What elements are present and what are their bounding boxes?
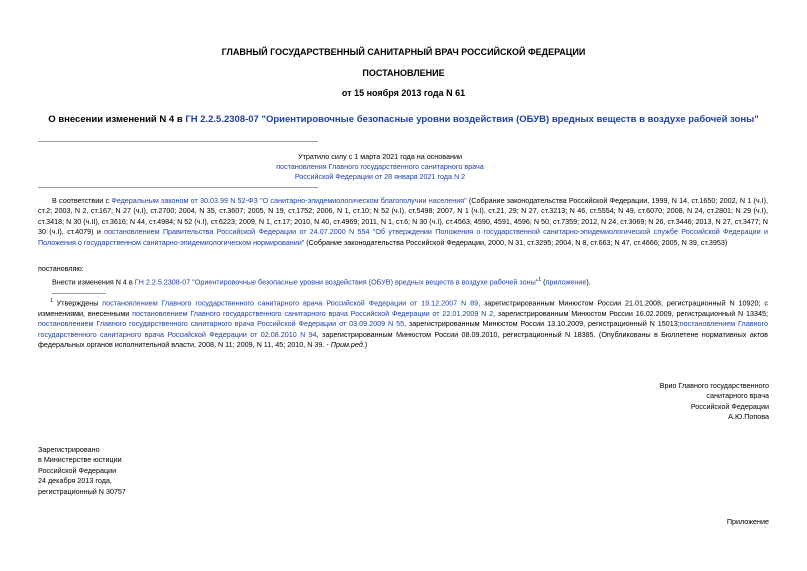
footnote-text-5: , зарегистрированным Минюстом России 08.09.2010, регистрационный N 18385. (Опубликованы в Бюллетене нормативных актов федеральных органов исполнительной власти, 2008, N 11; 2009, N 11, 45; 2010, N 39. - xyxy=(38,329,768,350)
footnote-text-1: Утверждены xyxy=(52,298,103,308)
signatory-title-2: санитарного врача xyxy=(706,391,769,401)
document-title xyxy=(20,114,787,125)
footnote-text-4: , зарегистрированным Минюстом России 13.10.2009, регистрационный N 15013; xyxy=(404,319,680,329)
registration-line-2: в Министерстве юстиции xyxy=(38,455,122,465)
signatory-name: А.Ю.Попова xyxy=(728,412,769,422)
resolve-standard-link[interactable]: ГН 2.2.5.2308-07 "Ориентировочные безопасные уровни воздействия (ОБУВ) вредных веществ в воздухе рабочей зоны" xyxy=(134,277,539,287)
signature-block xyxy=(660,381,769,423)
divider-top xyxy=(38,141,318,142)
resolve-text-2: ( xyxy=(541,277,546,287)
document-type: ПОСТАНОВЛЕНИЕ xyxy=(362,68,445,78)
status-note-text: Утратило силу с 1 марта 2021 года на основании xyxy=(298,152,462,161)
government-resolution-link[interactable]: постановлением Правительства Российской Федерации от 24.07.2000 N 554 "Об утверждении Положения о государственной санитарно-эпидемиологической службе Российской Федерации и Положения о государственном санитарно-эпидемиологическом нормировании" xyxy=(38,227,768,247)
appendix-link[interactable]: приложение xyxy=(545,277,587,287)
footnote-text-6: ) xyxy=(364,340,368,350)
preamble-text-2: (Собрание законодательства Российской Федерации, 1999, N 14, ст.1650; 2002, N 1 (ч.I), ст.2; 2003, N 2, ст.167; N 27 (ч.I), ст.2700; 2004, N 35, ст.3607; 2005, N 19, ст.1752; 2006, N 1, ст.10; N 52 (ч.I), ст.5498; 2007, N 1 (ч.I), ст.21, 29; N 27, ст.3213; N 46, ст.5554; N 49, ст.6070; 2008, N 24, ст.2801; N 29 (ч.I), ст.3418; N 30 (ч.II), ст.3616; N 44, ст.4984; N 52 (ч.I), ст.6223; 2009, N 1, ст.17; 2010, N 40, ст.4969; 2011, N 1, ст.6; N 30 (ч.I), ст.4563, 4590, 4591, 4596; N 50, ст.7359; 2012, N 24, ст.3069; N 26, ст.3446; 2013, N 27, ст.3477; N 30 (ч.I), ст.4079) и xyxy=(38,196,768,237)
footnote-link-3[interactable]: постановлением Главного государственного санитарного врача Российской Федерации от 03.09.2009 N 55 xyxy=(38,319,405,329)
registration-block xyxy=(38,445,126,497)
appendix-label: Приложение xyxy=(726,517,769,526)
issuing-authority: ГЛАВНЫЙ ГОСУДАРСТВЕННЫЙ САНИТАРНЫЙ ВРАЧ РОССИЙСКОЙ ФЕДЕРАЦИИ xyxy=(221,47,586,57)
registration-line-1: Зарегистрировано xyxy=(38,445,100,454)
status-note-link-2[interactable]: Российской Федерации от 28 января 2021 года N 2 xyxy=(294,172,466,181)
divider-bottom xyxy=(38,187,318,188)
resolve-label: постановляю: xyxy=(38,264,84,273)
signatory-title-3: Российской Федерации xyxy=(690,401,769,411)
footnote-reference: 1 xyxy=(538,277,542,283)
status-note-link-1[interactable]: постановления Главного государственного санитарного врача xyxy=(276,162,484,171)
registration-line-3: Российской Федерации xyxy=(38,465,117,475)
status-note xyxy=(250,152,510,182)
preamble-paragraph xyxy=(38,196,768,248)
footnote-divider xyxy=(52,293,106,294)
footnote-paragraph xyxy=(38,296,768,350)
resolve-paragraph xyxy=(52,275,772,288)
title-standard-link[interactable]: ГН 2.2.5.2308-07 "Ориентировочные безопасные уровни воздействия (ОБУВ) вредных веществ в воздухе рабочей зоны" xyxy=(185,114,759,125)
title-prefix: О внесении изменений N 4 в xyxy=(48,114,186,125)
federal-law-link[interactable]: Федеральным законом от 30.03.99 N 52-ФЗ "О санитарно-эпидемиологическом благополучии населения" xyxy=(111,196,467,205)
editor-note: Прим.ред. xyxy=(330,340,365,350)
registration-date: 24 декабря 2013 года, xyxy=(38,476,112,486)
footnote-link-4[interactable]: постановлением Главного государственного санитарного врача Российской Федерации от 02.08.2010 N 94 xyxy=(38,319,768,339)
document-date-number: от 15 ноября 2013 года N 61 xyxy=(341,88,466,98)
footnote-link-1[interactable]: постановлением Главного государственного санитарного врача Российской Федерации от 19.12.2007 N 89 xyxy=(102,298,479,308)
footnote-text-2: , зарегистрированным Минюстом России 21.01.2008, регистрационный N 10920; с изменениями, внесенными xyxy=(38,298,768,318)
resolve-text-3: ). xyxy=(586,277,591,287)
footnote-text-3: , зарегистрированным Минюстом России 16.02.2009, регистрационный N 13345; xyxy=(493,308,768,318)
resolve-text-1: Внести изменения N 4 в xyxy=(52,277,135,287)
preamble-text-1: В соответствии с xyxy=(52,196,112,205)
footnote-link-2[interactable]: постановлением Главного государственного санитарного врача Российской Федерации от 22.01.2009 N 2 xyxy=(132,308,494,318)
footnote-marker: 1 xyxy=(50,298,53,304)
preamble-text-3: (Собрание законодательства Российской Федерации, 2000, N 31, ст.3295; 2004, N 8, ст.663; N 47, ст.4666; 2005, N 39, ст.3953) xyxy=(304,237,728,247)
registration-number: регистрационный N 30757 xyxy=(38,486,126,496)
signatory-title-1: Врио Главного государственного xyxy=(659,381,769,390)
